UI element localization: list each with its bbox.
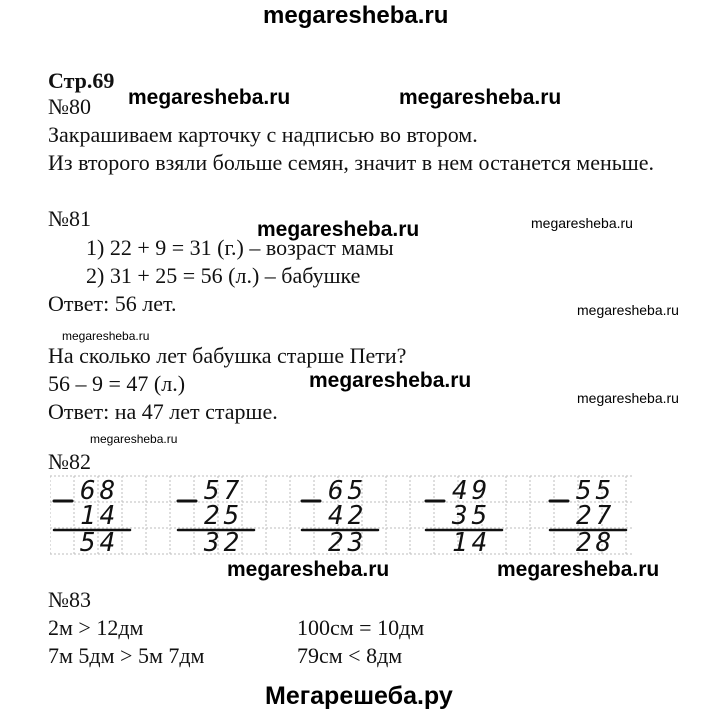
- task-80-line2: Из второго взяли больше семян, значит в нем останется меньше.: [48, 150, 655, 175]
- task-81-step2: 2) 31 + 25 = 56 (л.) – бабушке: [86, 263, 361, 288]
- watermark-top: megaresheba.ru: [263, 2, 449, 29]
- task-82-number: №82: [48, 449, 91, 474]
- watermark: megaresheba.ru: [128, 86, 291, 109]
- col5-subtrahend: 27: [576, 501, 616, 531]
- col4-result: 14: [452, 528, 492, 558]
- task-81-question: На сколько лет бабушка старше Пети?: [48, 343, 407, 368]
- task-83-r1c1: 2м > 12дм: [48, 615, 144, 640]
- watermark: megaresheba.ru: [577, 390, 679, 406]
- task-83-r2c2: 79см < 8дм: [297, 643, 403, 668]
- watermark: megaresheba.ru: [399, 86, 562, 109]
- col3-minuend: 65: [328, 476, 368, 506]
- page-label: Стр.69: [48, 68, 115, 93]
- task-83-r2c1: 7м 5дм > 5м 7дм: [48, 643, 205, 668]
- task-81-answer2: Ответ: на 47 лет старше.: [48, 399, 278, 424]
- task-81-number: №81: [48, 206, 91, 231]
- task-81-calc: 56 – 9 = 47 (л.): [48, 371, 186, 396]
- watermark: megaresheba.ru: [577, 302, 679, 318]
- col5-minuend: 55: [576, 476, 616, 506]
- col5-result: 28: [576, 528, 616, 558]
- watermark: megaresheba.ru: [90, 432, 178, 446]
- col1-minuend: 68: [80, 476, 120, 506]
- col1-subtrahend: 14: [80, 501, 120, 531]
- col2-minuend: 57: [204, 476, 244, 506]
- task-83-number: №83: [48, 587, 91, 612]
- col2-subtrahend: 25: [204, 501, 244, 531]
- watermark: megaresheba.ru: [257, 218, 420, 241]
- col4-subtrahend: 35: [452, 501, 492, 531]
- watermark: megaresheba.ru: [62, 329, 150, 343]
- col4-minuend: 49: [452, 476, 492, 506]
- col3-result: 23: [328, 528, 368, 558]
- col2-result: 32: [204, 528, 244, 558]
- task-80-number: №80: [48, 94, 91, 119]
- col3-subtrahend: 42: [328, 501, 368, 531]
- task-80-line1: Закрашиваем карточку с надписью во втором.: [48, 122, 478, 147]
- watermark: megaresheba.ru: [227, 558, 390, 581]
- task-81-step1: 1) 22 + 9 = 31 (г.) – возраст мамы: [86, 235, 394, 260]
- watermark: megaresheba.ru: [309, 369, 472, 392]
- watermark-footer: Мегарешеба.ру: [265, 682, 453, 710]
- watermark: megaresheba.ru: [531, 215, 633, 231]
- watermark: megaresheba.ru: [497, 558, 660, 581]
- task-83-r1c2: 100см = 10дм: [297, 615, 425, 640]
- task-81-answer1: Ответ: 56 лет.: [48, 291, 177, 316]
- col1-result: 54: [80, 528, 120, 558]
